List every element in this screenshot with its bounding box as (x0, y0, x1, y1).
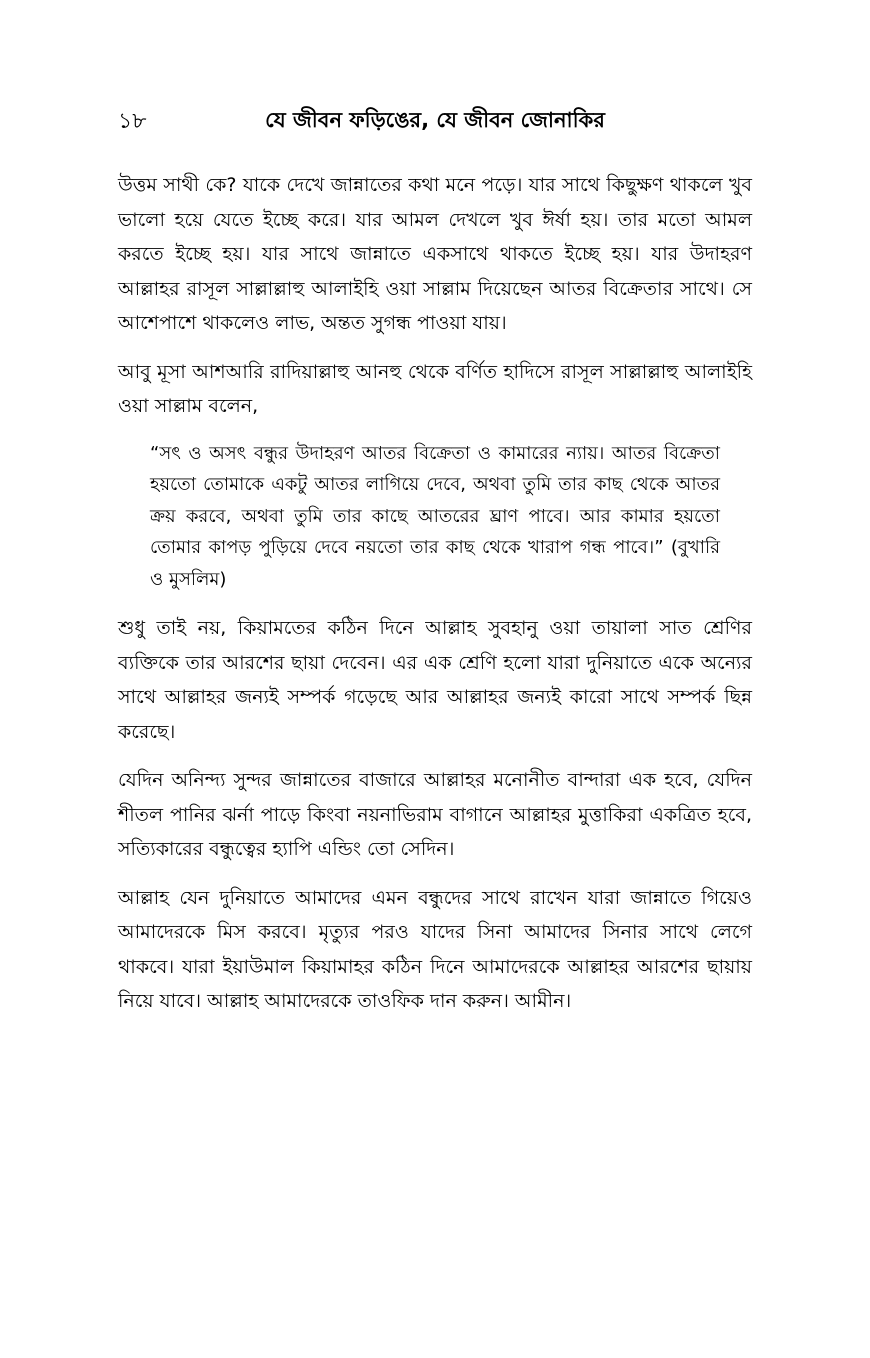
page-header (118, 100, 752, 140)
paragraph-closing-dua: আল্লাহ যেন দুনিয়াতে আমাদের এমন বন্ধুদের সাথে রাখেন যারা জান্নাতে গিয়েও আমাদেরকে মিস করবে। মৃত্যুর পরও যাদের সিনা আমাদের সিনার সাথে লেগে থাকবে। যারা ইয়াউমাল কিয়ামাহর কঠিন দিনে আমাদেরকে আল্লাহর আরশের ছায়ায় নিয়ে যাবে। আল্লাহ আমাদেরকে তাওফিক দান করুন। আমীন। (118, 886, 752, 1012)
hadith-quote: “সৎ ও অসৎ বন্ধুর উদাহরণ আতর বিক্রেতা ও কামারের ন্যায়। আতর বিক্রেতা হয়তো তোমাকে একটু আতর লাগিয়ে দেবে, অথবা তুমি তার কাছ থেকে আতর ক্রয় করবে, অথবা তুমি তার কাছে আতরের ঘ্রাণ পাবে। আর কামার হয়তো তোমার কাপড় পুড়িয়ে দেবে নয়তো তার কাছ থেকে খারাপ গন্ধ পাবে।” (বুখারি ও মুসলিম) (150, 442, 720, 590)
paragraph-hadith-intro: আবু মূসা আশআরি রাদিয়াল্লাহু আনহু থেকে বর্ণিত হাদিসে রাসূল সাল্লাল্লাহু আলাইহি ওয়া সাল্লাম বলেন, (118, 360, 752, 417)
paragraph-good-companion: উত্তম সাথী কে? যাকে দেখে জান্নাতের কথা মনে পড়ে। যার সাথে কিছুক্ষণ থাকলে খুব ভালো হয়ে যেতে ইচ্ছে করে। যার আমল দেখলে খুব ঈর্ষা হয়। তার মতো আমল করতে ইচ্ছে হয়। যার সাথে জান্নাতে একসাথে থাকতে ইচ্ছে হয়। যার উদাহরণ আল্লাহর রাসূল সাল্লাল্লাহু আলাইহি ওয়া সাল্লাম দিয়েছেন আতর বিক্রেতার সাথে। সে আশেপাশে থাকলেও লাভ, অন্তত সুগন্ধ পাওয়া যায়। (118, 174, 752, 334)
page-body (118, 168, 752, 1033)
page-number: ১৮ (118, 109, 147, 134)
paragraph-jannah-market: যেদিন অনিন্দ্য সুন্দর জান্নাতের বাজারে আল্লাহর মনোনীত বান্দারা এক হবে, যেদিন শীতল পানির ঝর্না পাড়ে কিংবা নয়নাভিরাম বাগানে আল্লাহর মুত্তাকিরা একত্রিত হবে, সত্যিকারের বন্ধুত্বের হ্যাপি এন্ডিং তো সেদিন। (118, 769, 752, 860)
paragraph-arsh-shade: শুধু তাই নয়, কিয়ামতের কঠিন দিনে আল্লাহ সুবহানু ওয়া তায়ালা সাত শ্রেণির ব্যক্তিকে তার আরশের ছায়া দেবেন। এর এক শ্রেণি হলো যারা দুনিয়াতে একে অন্যের সাথে আল্লাহর জন্যই সম্পর্ক গড়েছে আর আল্লাহর জন্যই কারো সাথে সম্পর্ক ছিন্ন করেছে। (118, 617, 752, 743)
running-title: যে জীবন ফড়িঙের, যে জীবন জোনাকির (265, 108, 605, 132)
